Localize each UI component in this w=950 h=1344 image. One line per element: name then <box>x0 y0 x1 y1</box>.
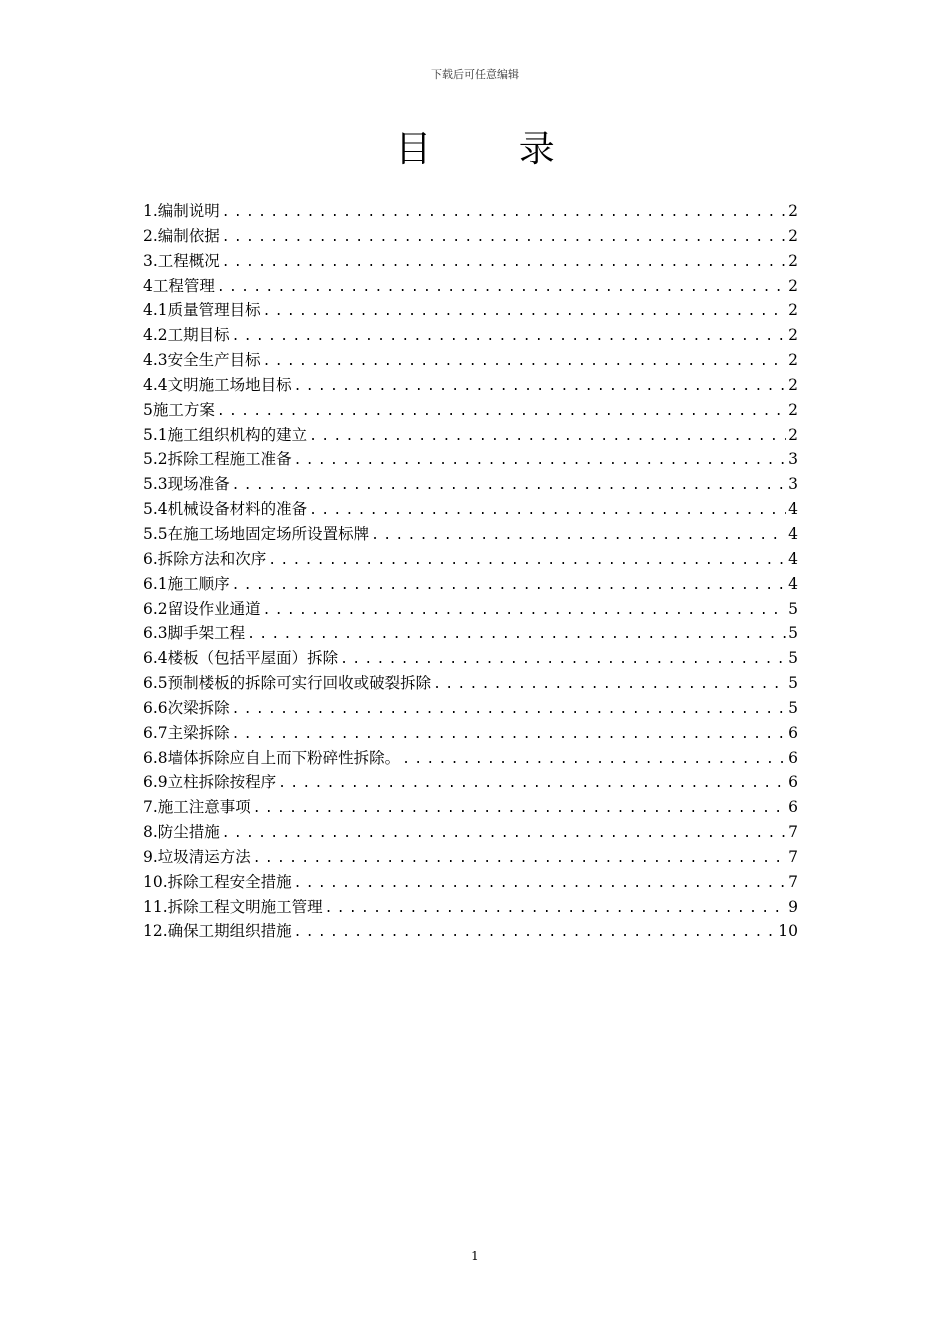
toc-entry[interactable] <box>143 895 798 920</box>
toc-dot-leader <box>253 797 786 820</box>
toc-entry-page: 5 <box>788 599 798 618</box>
toc-entry[interactable] <box>143 348 798 373</box>
toc-dot-leader <box>402 748 786 771</box>
toc-entry[interactable] <box>143 373 798 398</box>
toc-entry-page: 6 <box>788 773 798 792</box>
toc-entry-label: 4.3安全生产目标 <box>143 351 261 370</box>
toc-dot-leader <box>247 623 786 646</box>
toc-entry-label: 5.2拆除工程施工准备 <box>143 450 292 469</box>
toc-entry-label: 6.8墙体拆除应自上而下粉碎性拆除。 <box>143 748 401 767</box>
toc-entry-page: 2 <box>788 226 798 245</box>
toc-entry-page: 2 <box>788 301 798 320</box>
toc-entry-label: 4.1质量管理目标 <box>143 301 261 320</box>
toc-entry[interactable] <box>143 447 798 472</box>
toc-entry-page: 5 <box>788 698 798 717</box>
toc-entry[interactable] <box>143 497 798 522</box>
toc-entry-label: 6.2留设作业通道 <box>143 599 261 618</box>
toc-entry[interactable] <box>143 621 798 646</box>
toc-entry-page: 3 <box>788 450 798 469</box>
toc-entry-page: 9 <box>788 897 798 916</box>
toc-entry-label: 6.6次梁拆除 <box>143 698 230 717</box>
toc-entry[interactable] <box>143 721 798 746</box>
toc-dot-leader <box>222 201 786 224</box>
toc-dot-leader <box>268 549 786 572</box>
toc-entry-page: 2 <box>788 425 798 444</box>
toc-entry[interactable] <box>143 472 798 497</box>
toc-entry-label: 5施工方案 <box>143 400 215 419</box>
toc-entry-page: 6 <box>788 798 798 817</box>
toc-entry-label: 6.拆除方法和次序 <box>143 549 267 568</box>
toc-entry[interactable] <box>143 323 798 348</box>
toc-entry-label: 9.垃圾清运方法 <box>143 847 251 866</box>
toc-dot-leader <box>294 921 777 944</box>
toc-entry[interactable] <box>143 795 798 820</box>
toc-entry-label: 6.9立柱拆除按程序 <box>143 773 277 792</box>
header-note: 下载后可任意编辑 <box>431 68 519 81</box>
toc-dot-leader <box>309 499 786 522</box>
toc-entry-label: 6.3脚手架工程 <box>143 624 246 643</box>
toc-dot-leader <box>294 449 786 472</box>
toc-entry-page: 2 <box>788 202 798 220</box>
toc-entry-page: 2 <box>788 326 798 345</box>
toc-entry-label: 6.5预制楼板的拆除可实行回收或破裂拆除 <box>143 674 432 693</box>
toc-entry-label: 6.7主梁拆除 <box>143 723 230 742</box>
toc-dot-leader <box>263 599 786 622</box>
toc-dot-leader <box>278 772 786 795</box>
toc-entry-page: 2 <box>788 351 798 370</box>
toc-entry[interactable] <box>143 398 798 423</box>
toc-entry-label: 1.编制说明 <box>143 202 220 220</box>
toc-entry-page: 4 <box>788 500 798 519</box>
toc-entry[interactable] <box>143 746 798 771</box>
toc-dot-leader <box>222 226 786 249</box>
toc-entry-page: 5 <box>788 674 798 693</box>
toc-entry[interactable] <box>143 696 798 721</box>
toc-entry[interactable] <box>143 547 798 572</box>
toc-entry[interactable] <box>143 820 798 845</box>
toc-dot-leader <box>325 897 786 920</box>
toc-dot-leader <box>222 251 786 274</box>
toc-entry-label: 4工程管理 <box>143 276 215 295</box>
table-of-contents <box>143 199 798 944</box>
toc-entry-label: 8.防尘措施 <box>143 823 220 842</box>
toc-entry[interactable] <box>143 646 798 671</box>
toc-entry-page: 2 <box>788 251 798 270</box>
toc-entry-page: 5 <box>788 649 798 668</box>
toc-entry[interactable] <box>143 671 798 696</box>
toc-entry-page: 6 <box>788 748 798 767</box>
toc-entry-page: 10 <box>778 922 798 941</box>
toc-dot-leader <box>294 375 786 398</box>
page-title: 目 录 <box>395 129 593 170</box>
toc-entry-label: 5.4机械设备材料的准备 <box>143 500 308 519</box>
toc-entry-label: 10.拆除工程安全措施 <box>143 872 292 891</box>
toc-entry[interactable] <box>143 249 798 274</box>
toc-entry[interactable] <box>143 572 798 597</box>
toc-entry-page: 7 <box>788 872 798 891</box>
toc-dot-leader <box>263 300 786 323</box>
toc-dot-leader <box>433 673 786 696</box>
toc-entry-label: 5.1施工组织机构的建立 <box>143 425 308 444</box>
toc-entry[interactable] <box>143 522 798 547</box>
toc-dot-leader <box>232 325 786 348</box>
toc-dot-leader <box>222 822 786 845</box>
toc-entry-page: 3 <box>788 475 798 494</box>
toc-entry[interactable] <box>143 870 798 895</box>
toc-entry-page: 4 <box>788 524 798 543</box>
toc-entry-label: 2.编制依据 <box>143 226 220 245</box>
toc-entry-label: 4.2工期目标 <box>143 326 230 345</box>
page-number: 1 <box>471 1249 479 1263</box>
toc-entry-page: 7 <box>788 847 798 866</box>
toc-dot-leader <box>232 474 786 497</box>
toc-entry-page: 2 <box>788 276 798 295</box>
toc-dot-leader <box>309 425 786 448</box>
toc-dot-leader <box>217 276 786 299</box>
toc-entry-page: 5 <box>788 624 798 643</box>
toc-entry-label: 6.1施工顺序 <box>143 574 230 593</box>
toc-entry[interactable] <box>143 597 798 622</box>
toc-entry-label: 3.工程概况 <box>143 251 220 270</box>
toc-dot-leader <box>217 400 786 423</box>
toc-dot-leader <box>232 698 786 721</box>
toc-entry[interactable] <box>143 845 798 870</box>
toc-dot-leader <box>340 648 786 671</box>
toc-entry[interactable] <box>143 770 798 795</box>
toc-entry-page: 4 <box>788 549 798 568</box>
toc-entry-label: 6.4楼板（包括平屋面）拆除 <box>143 649 339 668</box>
toc-entry-page: 6 <box>788 723 798 742</box>
toc-entry[interactable] <box>143 224 798 249</box>
toc-entry-page: 2 <box>788 400 798 419</box>
toc-entry-label: 5.5在施工场地固定场所设置标牌 <box>143 524 370 543</box>
toc-entry-label: 7.施工注意事项 <box>143 798 251 817</box>
toc-dot-leader <box>253 847 786 870</box>
toc-dot-leader <box>294 872 786 895</box>
toc-entry[interactable] <box>143 298 798 323</box>
toc-dot-leader <box>232 723 786 746</box>
toc-entry-page: 4 <box>788 574 798 593</box>
toc-entry-label: 12.确保工期组织措施 <box>143 922 292 941</box>
toc-dot-leader <box>263 350 786 373</box>
toc-dot-leader <box>371 524 786 547</box>
toc-dot-leader <box>232 574 786 597</box>
toc-entry[interactable] <box>143 423 798 448</box>
toc-entry[interactable] <box>143 919 798 944</box>
toc-entry-label: 5.3现场准备 <box>143 475 230 494</box>
toc-entry-label: 4.4文明施工场地目标 <box>143 375 292 394</box>
toc-entry[interactable] <box>143 274 798 299</box>
toc-entry-label: 11.拆除工程文明施工管理 <box>143 897 323 916</box>
toc-entry[interactable] <box>143 199 798 224</box>
toc-entry-page: 2 <box>788 375 798 394</box>
toc-entry-page: 7 <box>788 823 798 842</box>
